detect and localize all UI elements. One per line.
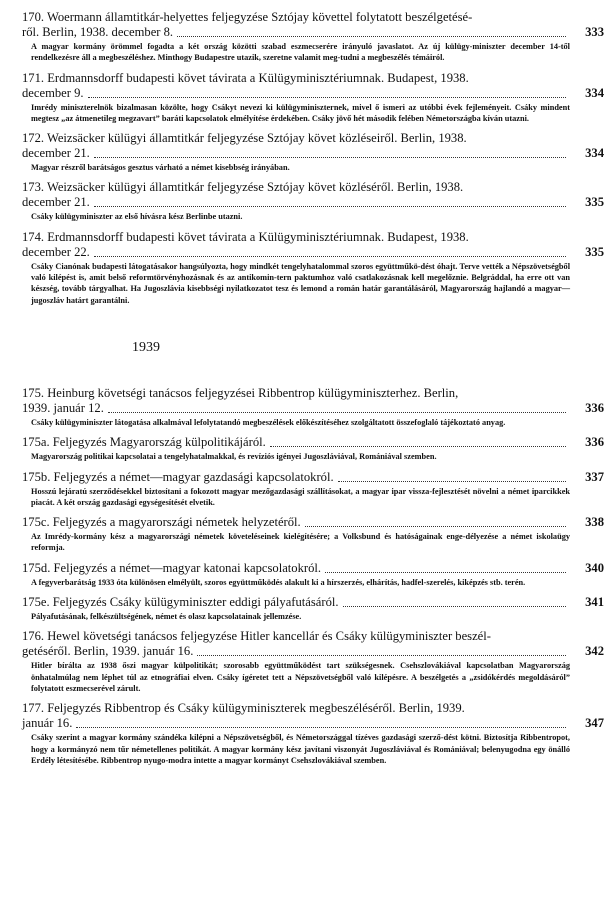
- entry-summary: A fegyverbarátság 1933 óta különösen elmélyült, szoros együttműködés alakult ki a hírszerzés, elhárítás, hadfel-szerelés, kiképzés stb. terén.: [31, 577, 526, 587]
- entry-title: [22, 469, 604, 485]
- toc-entry: [22, 701, 604, 766]
- page-number: 333: [585, 25, 604, 39]
- entry-summary: Csáky külügyminiszter az első hívásra kész Berlinbe utazni.: [31, 212, 243, 222]
- entry-title-last-line: [22, 595, 570, 610]
- entry-summary: Hosszú lejáratú szerződésekkel biztosítani a fokozott magyar mezőgazdasági szállításokat, a magyar ipar vissza-fejlesztését növelni a német iparcikkek piacát. A két ország gazdasági egységesítését elvetik.: [31, 486, 570, 507]
- entry-title: [22, 435, 604, 450]
- entry-title: [22, 180, 604, 210]
- toc-entry: [22, 180, 604, 222]
- page-number: 336: [585, 400, 604, 415]
- dot-leader: [325, 572, 566, 573]
- toc-entry: [22, 595, 604, 622]
- dot-leader: [76, 727, 566, 728]
- dot-leader: [177, 36, 566, 37]
- entry-summary: Imrédy miniszterelnök bizalmasan közölte, hogy Csákyt nevezi ki külügyminiszternek, mivel ő ismeri az utóbbi évek fejleményeit. Csáky mindent megtesz „az átmenetileg megzavart” baráti kapcsolatok elmélyítése érdekében. Csáky jövő hét második felében Németországba kíván utazni.: [31, 102, 570, 123]
- entry-title-tail: december 9.: [22, 85, 84, 100]
- entry-title-tail: 175e. Feljegyzés Csáky külügyminiszter eddigi pályafutásáról.: [22, 595, 339, 610]
- entry-title: [22, 10, 604, 40]
- toc-entry: [22, 131, 604, 173]
- entry-summary: Pályafutásának, felkészültségének, német és olasz kapcsolatainak jellemzése.: [31, 612, 302, 622]
- toc-entry: [22, 10, 604, 64]
- entry-title: [22, 560, 604, 576]
- entry-title-text: 174. Erdmannsdorff budapesti követ távirata a Külügyminisztériumnak. Budapest, 1938.: [22, 229, 469, 244]
- entry-summary: Csáky Cianónak budapesti látogatásakor hangsúlyozta, hogy mindkét tengelyhatalommal szoros együttműkö-dést óhajt. Terve vették a Népszövetségből való kilépést is, amit belső reformtörvényhozásnak és az antikomin-tern paktumhoz való csatlakozásnak kell megelőznie. Belgráddal, ha erre ott van készség, tovább tárgyalhat. Ha Jugoszlávia kisebbségi nyilatkozatot tesz és lemond a román határ garantálásáról, Magyarország hajlandó a magyar—jugoszláv határt garantálni.: [31, 261, 570, 305]
- entry-title-tail: 175a. Feljegyzés Magyarország külpolitikájáról.: [22, 435, 266, 450]
- page-number: 336: [585, 435, 604, 450]
- entry-title: [22, 131, 604, 161]
- entry-title-tail: december 22.: [22, 244, 90, 259]
- toc-entry: [22, 435, 604, 462]
- dot-leader: [305, 526, 566, 527]
- entry-title-text: 177. Feljegyzés Ribbentrop és Csáky külügyminiszterek megbeszéléséről. Berlin, 1939.: [22, 701, 465, 716]
- toc-list-1938: [22, 10, 604, 306]
- entry-title-last-line: [22, 25, 570, 40]
- dot-leader: [270, 446, 566, 447]
- year-heading: 1939: [132, 339, 160, 355]
- entry-title: [22, 595, 604, 610]
- entry-title-tail: 1939. január 12.: [22, 400, 104, 415]
- entry-title-last-line: [22, 515, 570, 530]
- page-number: 335: [585, 244, 604, 259]
- dot-leader: [88, 97, 566, 98]
- entry-title-text: 176. Hewel követségi tanácsos feljegyzése Hitler kancellár és Csáky külügyminiszter beszél-: [22, 629, 491, 644]
- entry-title-last-line: [22, 435, 570, 450]
- page-number: 347: [585, 716, 604, 731]
- dot-leader: [338, 481, 566, 482]
- entry-title-last-line: [22, 401, 570, 416]
- entry-title: [22, 515, 604, 530]
- document-page: [22, 10, 604, 773]
- dot-leader: [94, 206, 566, 207]
- dot-leader: [94, 157, 566, 158]
- entry-title-tail: december 21.: [22, 195, 90, 210]
- entry-title-tail: getéséről. Berlin, 1939. január 16.: [22, 644, 194, 659]
- toc-entry: [22, 385, 604, 428]
- entry-title: [22, 229, 604, 260]
- entry-title-last-line: [22, 146, 570, 161]
- entry-title-text: 171. Erdmannsdorff budapesti követ távirata a Külügyminisztériumnak. Budapest, 1938.: [22, 70, 469, 85]
- entry-title-last-line: [22, 644, 570, 659]
- dot-leader: [94, 256, 566, 257]
- toc-entry: [22, 229, 604, 306]
- entry-title-last-line: [22, 195, 570, 210]
- entry-title-tail: ről. Berlin, 1938. december 8.: [22, 25, 174, 39]
- entry-summary: Magyar részről barátságos gesztus várható a német kisebbség irányában.: [31, 163, 290, 173]
- page-number: 335: [585, 195, 604, 210]
- entry-title-text: 172. Weizsäcker külügyi államtitkár feljegyzése Sztójay követ közléseiről. Berlin, 1938.: [22, 131, 467, 146]
- entry-title-tail: 175c. Feljegyzés a magyarországi németek helyzetéről.: [22, 515, 301, 530]
- entry-summary: Az Imrédy-kormány kész a magyarországi németek követeléseinek kielégítésére; a Volksbund és hatóságainak enge-délyezése a német iskolaügy reformja.: [31, 532, 570, 553]
- page-number: 341: [585, 595, 604, 610]
- entry-summary: A magyar kormány örömmel fogadta a két ország közötti szabad eszmecserére irányuló javaslatot. Az új külügy-miniszter december 14-től rendelkezésre áll a megbeszéléshez. Minthogy Budapestre utazik, szeretne valamit meg-tudni a megbeszélés témáiról.: [31, 42, 570, 63]
- dot-leader: [343, 606, 566, 607]
- entry-title: [22, 629, 604, 659]
- toc-entry: [22, 560, 604, 588]
- dot-leader: [197, 655, 566, 656]
- page-number: 340: [585, 560, 604, 575]
- page-number: 334: [585, 85, 604, 100]
- page-number: 338: [585, 515, 604, 530]
- entry-title-last-line: [22, 245, 570, 260]
- entry-summary: Magyarország politikai kapcsolatai a tengelyhatalmakkal, és revíziós igényei Jugoszláviával, Romániával szemben.: [31, 452, 437, 462]
- entry-title: [22, 701, 604, 731]
- entry-title-tail: 175d. Feljegyzés a német—magyar katonai kapcsolatokról.: [22, 560, 322, 575]
- entry-title: [22, 70, 604, 101]
- entry-summary: Csáky szerint a magyar kormány szándéka kilépni a Népszövetségből, és Németországgal tízéves gazdasági szerző-dést kötni. Biztosítja Ribbentropot, hogy a kormányzó nem tűr németellenes politikát. A magyar kormány kész javítani viszonyát Jugoszláviával és Romániával; belenyugodna egy önálló Erdély létesítésébe. Ribbentrop nyugo-modra intette a magyar kormányt Csehszlovákiával szemben.: [31, 733, 570, 765]
- entry-summary: Csáky külügyminiszter látogatása alkalmával lefolytatandó megbeszélések előkészítéséhez szolgáltatott összefoglaló tájékoztató anyag.: [31, 417, 506, 427]
- page-number: 334: [585, 146, 604, 161]
- dot-leader: [108, 412, 566, 413]
- entry-title-last-line: [22, 86, 570, 101]
- toc-entry: [22, 515, 604, 554]
- entry-summary: Hitler bírálta az 1938 őszi magyar külpolitikát; szorosabb együttműködést tart szükségesnek. Csehszlovákiával kapcsolatban Magyarország önhatalmúlag nem léphet túl az etnográfiai elven. Csáky ígéretet tett a Népszövetségből való kilépésre. A beszélgetés a „zsidókérdés megoldásáról” folytatott eszmecserével zárult.: [31, 661, 570, 693]
- entry-title-text: 175. Heinburg követségi tanácsos feljegyzései Ribbentrop külügyminiszterhez. Berlin,: [22, 385, 459, 400]
- entry-title-text: 170. Woermann államtitkár-helyettes feljegyzése Sztójay követtel folytatott beszélgetésé-: [22, 10, 473, 24]
- entry-title: [22, 385, 604, 416]
- toc-entry: [22, 629, 604, 694]
- entry-title-last-line: [22, 470, 570, 485]
- toc-list-1939: [22, 385, 604, 766]
- toc-entry: [22, 70, 604, 125]
- entry-title-last-line: [22, 716, 570, 731]
- entry-title-tail: december 21.: [22, 146, 90, 161]
- entry-title-tail: 175b. Feljegyzés a német—magyar gazdasági kapcsolatokról.: [22, 469, 334, 484]
- toc-entry: [22, 469, 604, 509]
- entry-title-last-line: [22, 561, 570, 576]
- page-number: 342: [585, 644, 604, 659]
- entry-title-tail: január 16.: [22, 716, 73, 731]
- entry-title-text: 173. Weizsäcker külügyi államtitkár feljegyzése Sztójay követ közléséről. Berlin, 1938.: [22, 180, 464, 195]
- page-number: 337: [585, 469, 604, 484]
